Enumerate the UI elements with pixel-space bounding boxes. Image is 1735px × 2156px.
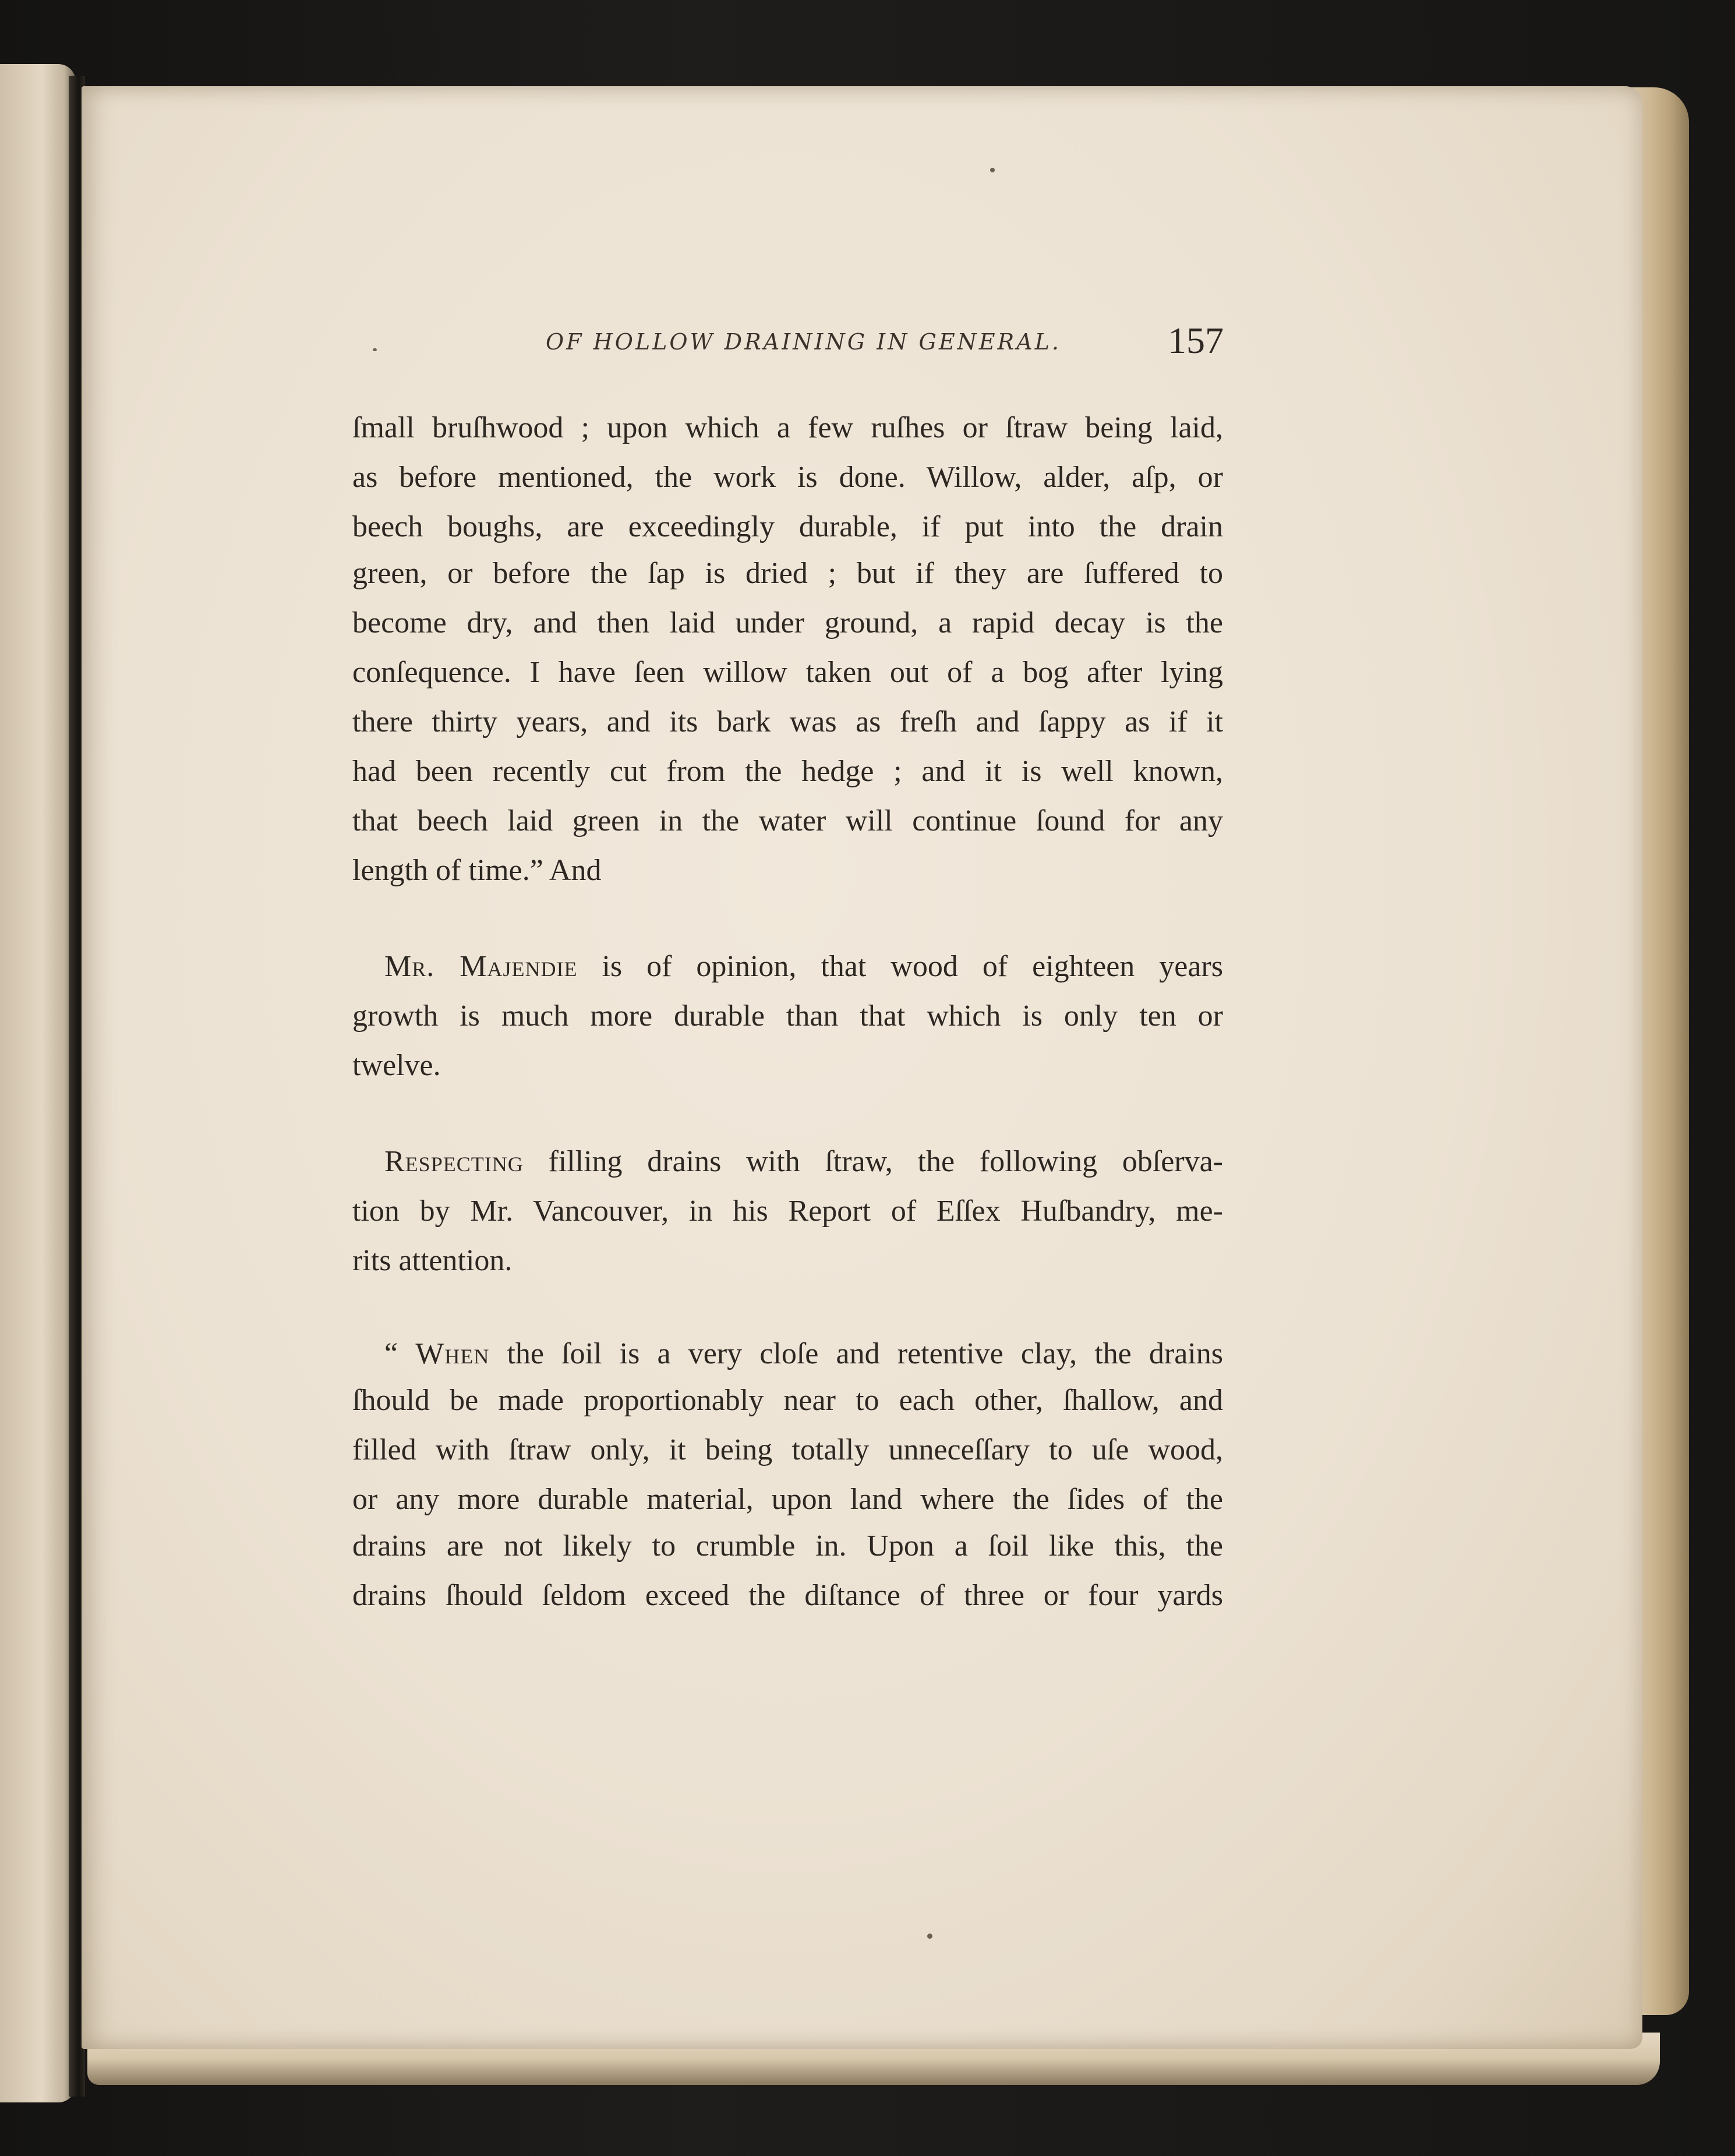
text-line: that beech laid green in the water will continue ſound for any xyxy=(352,804,1223,837)
text-line: there thirty years, and its bark was as freſh and ſappy as if it xyxy=(352,705,1223,738)
small-caps-lead: When xyxy=(415,1337,490,1370)
text-line: length of time.” And xyxy=(352,854,602,887)
paragraph-first-line xyxy=(384,946,1223,987)
text-line: growth is much more durable than that which is only ten or xyxy=(352,999,1223,1033)
line-text: the ſoil is a very cloſe and retentive clay, the drains xyxy=(489,1337,1223,1370)
line-text: is of opinion, that wood of eighteen years xyxy=(577,950,1223,983)
page-number: 157 xyxy=(1168,320,1224,361)
text-line: twelve. xyxy=(352,1049,441,1082)
text-line: tion by Mr. Vancouver, in his Report of Eſſex Huſbandry, me- xyxy=(352,1194,1223,1228)
text-line: as before mentioned, the work is done. Willow, alder, aſp, or xyxy=(352,461,1223,494)
paper-speck xyxy=(373,348,377,351)
paper-speck xyxy=(990,168,995,172)
paragraph-first-line xyxy=(384,1334,1223,1374)
text-line: or any more durable material, upon land where the ſides of the xyxy=(352,1483,1223,1516)
text-line: drains ſhould ſeldom exceed the diſtance of three or four yards xyxy=(352,1579,1223,1612)
text-line: green, or before the ſap is dried ; but if they are ſuffered to xyxy=(352,557,1223,590)
paper-speck xyxy=(927,1934,932,1939)
text-line: beech boughs, are exceedingly durable, if put into the drain xyxy=(352,510,1223,543)
text-line: ſhould be made proportionably near to each other, ſhallow, and xyxy=(352,1384,1223,1417)
text-line: become dry, and then laid under ground, a rapid decay is the xyxy=(352,606,1223,639)
text-line: had been recently cut from the hedge ; and it is well known, xyxy=(352,755,1223,788)
line-text: filling drains with ſtraw, the following obſerva- xyxy=(523,1145,1223,1178)
paragraph-first-line xyxy=(384,1141,1223,1182)
text-line: drains are not likely to crumble in. Upon a ſoil like this, the xyxy=(352,1529,1223,1563)
text-line: ſmall bruſhwood ; upon which a few ruſhes or ſtraw being laid, xyxy=(352,411,1223,444)
text-line: rits attention. xyxy=(352,1244,513,1277)
text-line: conſequence. I have ſeen willow taken out of a bog after lying xyxy=(352,656,1223,689)
running-head: OF HOLLOW DRAINING IN GENERAL. xyxy=(546,329,1061,355)
small-caps-lead: Respecting xyxy=(384,1145,524,1178)
facing-page-edge xyxy=(0,64,76,2102)
open-quote: “ xyxy=(384,1337,416,1370)
text-line: filled with ſtraw only, it being totally unneceſſary to uſe wood, xyxy=(352,1433,1223,1466)
small-caps-lead: Mr. Majendie xyxy=(384,950,578,983)
